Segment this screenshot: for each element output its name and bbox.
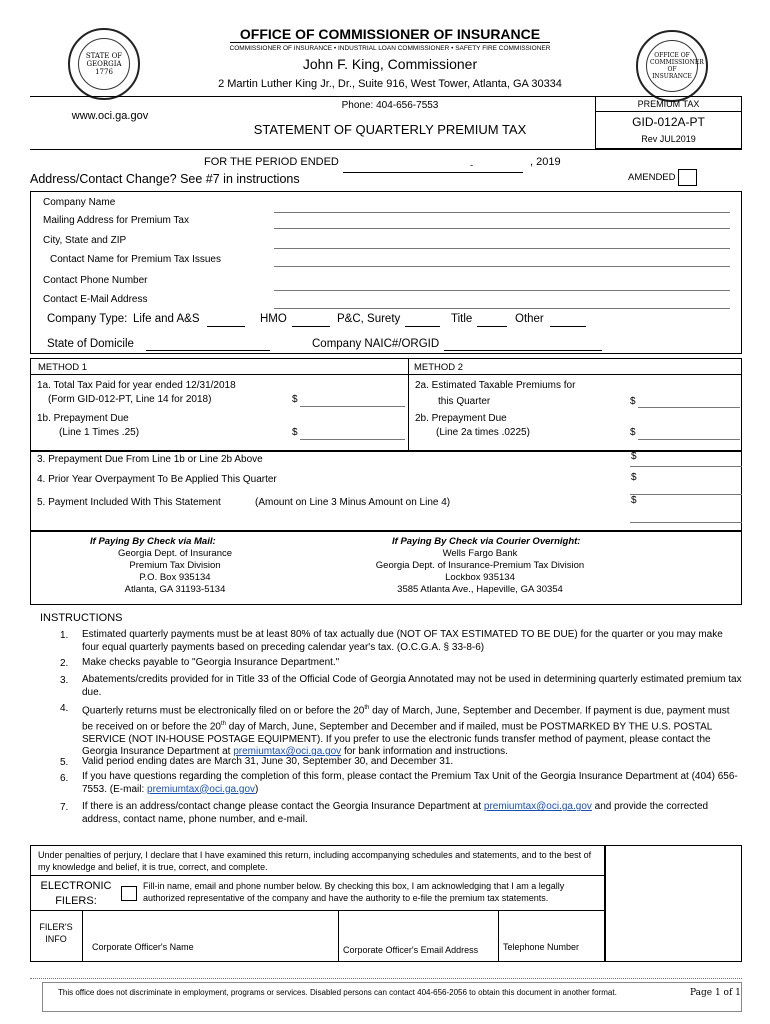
- courier-line-1: Wells Fargo Bank: [442, 548, 518, 559]
- type-life-label: Life and A&S: [133, 313, 200, 325]
- office-title: OFFICE OF COMMISSIONER OF INSURANCE: [239, 26, 541, 42]
- courier-line-4: 3585 Atlanta Ave., Hapeville, GA 30354: [397, 584, 563, 595]
- contact-name-field[interactable]: [274, 266, 730, 267]
- instruction-4: [82, 702, 742, 759]
- line-1a-field[interactable]: [300, 406, 405, 407]
- method-1-title: METHOD 1: [38, 362, 88, 373]
- line-2a-field[interactable]: [638, 407, 740, 408]
- instruction-4-sup-2: th: [220, 720, 226, 727]
- efile-checkbox[interactable]: [121, 886, 137, 901]
- telephone-field[interactable]: [500, 912, 603, 940]
- company-name-field[interactable]: [274, 212, 730, 213]
- instruction-4-part-f: for bank information and instructions.: [341, 746, 508, 758]
- mail-line-3: P.O. Box 935134: [139, 572, 211, 583]
- filers-info-label-1: FILER'S: [39, 922, 73, 932]
- georgia-state-seal: [68, 28, 140, 100]
- type-life-field[interactable]: [207, 326, 245, 327]
- website: www.oci.ga.gov: [71, 110, 149, 122]
- officer-name-label: Corporate Officer's Name: [92, 942, 194, 952]
- footer-box: [42, 982, 742, 1012]
- mail-line-4: Atlanta, GA 31193-5134: [124, 584, 226, 595]
- line-1a-sub: (Form GID-012-PT, Line 14 for 2018): [48, 394, 212, 405]
- type-other-label: Other: [515, 313, 544, 325]
- company-name-label: Company Name: [43, 197, 116, 208]
- instruction-3-number: 3.: [60, 675, 69, 686]
- office-subtitle: COMMISSIONER OF INSURANCE • INDUSTRIAL LOAN COMMISSIONER • SAFETY FIRE COMMISSIONER: [229, 45, 551, 52]
- type-hmo-label: HMO: [260, 313, 287, 325]
- instruction-1-number: 1.: [60, 630, 69, 641]
- mail-title: If Paying By Check via Mail:: [90, 536, 216, 547]
- mail-line-1: Georgia Dept. of Insurance: [117, 548, 233, 559]
- contact-name-label: Contact Name for Premium Tax Issues: [50, 254, 221, 265]
- instruction-7-email-link[interactable]: premiumtax@oci.ga.gov: [483, 801, 592, 812]
- contact-phone-field[interactable]: [274, 290, 730, 291]
- period-year: , 2019: [530, 156, 561, 168]
- filers-label: FILERS:: [55, 895, 97, 907]
- line-2b-sub: (Line 2a times .0225): [436, 427, 530, 438]
- commissioner-name: John F. King, Commissioner: [302, 56, 478, 72]
- office-address: 2 Martin Luther King Jr., Dr., Suite 916, West Tower, Atlanta, GA 30334: [218, 78, 562, 90]
- line-4-field[interactable]: [630, 494, 742, 495]
- instruction-6-part-f: ): [255, 783, 259, 795]
- naic-field[interactable]: [444, 350, 602, 351]
- courier-title: If Paying By Check via Courier Overnight:: [392, 536, 581, 547]
- form-revision: Rev JUL2019: [641, 134, 696, 144]
- line-2b-label: 2b. Prepayment Due: [415, 413, 507, 424]
- right-seal-text: OFFICE OF COMMISSIONER OF INSURANCE: [650, 52, 704, 80]
- line-2b-dollar: $: [630, 427, 636, 438]
- line-3-label: 3. Prepayment Due From Line 1b or Line 2b Above: [37, 454, 263, 465]
- instruction-4-sup-1: th: [364, 705, 370, 711]
- telephone-label: Telephone Number: [503, 942, 580, 952]
- company-type-label: Company Type:: [47, 313, 128, 325]
- form-code: GID-012A-PT: [632, 115, 705, 129]
- nondiscrimination-notice: This office does not discriminate in employment, programs or services. Disabled persons can contact 404-656-2056 to obtain this document in another format.: [58, 988, 617, 997]
- address-change-note: Address/Contact Change? See #7 in instructions: [30, 172, 300, 186]
- line-2a-sub: this Quarter: [438, 396, 491, 407]
- instruction-6-number: 6.: [60, 773, 69, 784]
- page-number: Page 1 of 1: [690, 988, 741, 998]
- line-5-dollar: $: [631, 495, 637, 506]
- instruction-7-part-f: and provide the corrected address, contact name, phone number, and e-mail.: [82, 801, 709, 825]
- line-1b-label: 1b. Prepayment Due: [37, 413, 129, 424]
- line-4-dollar: $: [631, 472, 637, 483]
- courier-line-3: Lockbox 935134: [445, 572, 515, 583]
- type-title-field[interactable]: [477, 326, 507, 327]
- line-1a-label: 1a. Total Tax Paid for year ended 12/31/2018: [37, 380, 236, 391]
- line-1b-sub: (Line 1 Times .25): [59, 427, 140, 438]
- line-4-label: 4. Prior Year Overpayment To Be Applied This Quarter: [37, 474, 277, 485]
- amended-checkbox[interactable]: [678, 169, 697, 186]
- office-phone: Phone: 404-656-7553: [341, 100, 439, 111]
- amended-label: AMENDED: [628, 172, 676, 183]
- line-1b-field[interactable]: [300, 439, 405, 440]
- insurance-office-seal: [636, 30, 708, 102]
- contact-email-label: Contact E-Mail Address: [43, 294, 148, 305]
- period-dash: -: [470, 160, 474, 171]
- period-ended-field[interactable]: [343, 172, 523, 173]
- naic-label: Company NAIC#/ORGID: [312, 338, 440, 350]
- type-pc-label: P&C, Surety: [337, 313, 401, 325]
- type-hmo-field[interactable]: [292, 326, 330, 327]
- instruction-3: Abatements/credits provided for in Title 33 of the Official Code of Georgia Annotated may not be used in determining quarterly estimated premium tax due.: [82, 674, 742, 698]
- city-state-zip-label: City, State and ZIP: [43, 235, 127, 246]
- instruction-6-email-link[interactable]: premiumtax@oci.ga.gov: [147, 783, 256, 795]
- declaration-text: Under penalties of perjury, I declare that I have examined this return, including accompanying schedules and statements, and to the best of my knowledge and belief, it is true, correct, and complete.: [38, 850, 592, 872]
- premium-tax-label: PREMIUM TAX: [637, 99, 700, 109]
- signature-side-box: [605, 845, 742, 962]
- instruction-1: Estimated quarterly payments must be at least 80% of tax actually due (NOT OF TAX ESTIMATED TO BE DUE) for the quarter or you may make four equal quarterly payments based on preceding calendar year's tax. (O.C.G.A. § 33-8-6): [82, 629, 723, 653]
- instruction-5: Valid period ending dates are March 31, June 30, September 30, and December 31.: [82, 756, 454, 767]
- instruction-4-part-c: day of March, June, September and December. If payment is due, payment must be received on or before the 20: [82, 705, 730, 733]
- city-state-zip-field[interactable]: [274, 248, 730, 249]
- line-5-label: 5. Payment Included With This Statement: [37, 497, 221, 508]
- domicile-label: State of Domicile: [47, 338, 134, 350]
- courier-line-2: Georgia Dept. of Insurance-Premium Tax Division: [375, 560, 585, 571]
- type-pc-field[interactable]: [405, 326, 440, 327]
- period-label: FOR THE PERIOD ENDED: [204, 156, 339, 168]
- contact-email-field[interactable]: [274, 308, 730, 309]
- instruction-5-number: 5.: [60, 757, 69, 768]
- line-2a-label: 2a. Estimated Taxable Premiums for: [415, 380, 576, 391]
- instruction-2: Make checks payable to "Georgia Insurance Department.": [82, 657, 340, 668]
- instruction-4-part-e: day of March, June, September and December and if mailed, must be POSTMARKED BY THE U.S. POSTAL SERVICE (NOT IN-HOUSE POSTAGE EQUIPMENT). If you prefer to use the electronic funds transfer method of payment, please contact the Georgia Insurance Department at: [82, 721, 712, 758]
- instruction-4-email-link[interactable]: premiumtax@oci.ga.gov: [233, 746, 342, 758]
- instruction-7-number: 7.: [60, 802, 69, 813]
- statement-title: STATEMENT OF QUARTERLY PREMIUM TAX: [253, 122, 527, 137]
- officer-email-label: Corporate Officer's Email Address: [343, 945, 479, 955]
- officer-email-field[interactable]: [340, 912, 496, 940]
- line-2a-dollar: $: [630, 396, 636, 407]
- instruction-7-part-a: If there is an address/contact change please contact the Georgia Insurance Department at: [82, 801, 484, 812]
- officer-name-field[interactable]: [84, 912, 336, 940]
- line-5-note: (Amount on Line 3 Minus Amount on Line 4): [255, 497, 451, 508]
- efile-text: Fill-in name, email and phone number below. By checking this box, I am acknowledging that I am a legally authorized representative of the company and have the authority to e-file the premium tax statements.: [143, 881, 565, 903]
- instruction-6-part-a: If you have questions regarding the completion of this form, please contact the Premium Tax Unit of the Georgia Insurance Department at (404) 656-7553. (E-mail:: [82, 771, 738, 795]
- line-1a-dollar: $: [292, 394, 298, 405]
- instructions-title: INSTRUCTIONS: [40, 612, 123, 624]
- electronic-label: ELECTRONIC: [40, 880, 112, 892]
- line-3-field[interactable]: [630, 466, 742, 467]
- type-other-field[interactable]: [550, 326, 586, 327]
- method-2-title: METHOD 2: [414, 362, 464, 373]
- mailing-address-field[interactable]: [274, 228, 730, 229]
- instruction-7: [82, 801, 742, 826]
- filers-info-label-2: INFO: [45, 934, 67, 944]
- mail-line-2: Premium Tax Division: [129, 560, 221, 571]
- line-1b-dollar: $: [292, 427, 298, 438]
- domicile-field[interactable]: [146, 350, 270, 351]
- type-title-label: Title: [451, 313, 473, 325]
- instruction-6: [82, 771, 742, 796]
- instruction-2-number: 2.: [60, 658, 69, 669]
- line-5-field[interactable]: [630, 522, 742, 523]
- left-seal-text: STATE OF GEORGIA 1776: [85, 52, 123, 76]
- mailing-address-label: Mailing Address for Premium Tax: [43, 215, 189, 226]
- instruction-4-number: 4.: [60, 703, 69, 714]
- line-3-dollar: $: [631, 451, 637, 462]
- contact-phone-label: Contact Phone Number: [43, 275, 148, 286]
- line-2b-field[interactable]: [638, 439, 740, 440]
- instruction-4-part-a: Quarterly returns must be electronically filed on or before the 20: [82, 705, 365, 717]
